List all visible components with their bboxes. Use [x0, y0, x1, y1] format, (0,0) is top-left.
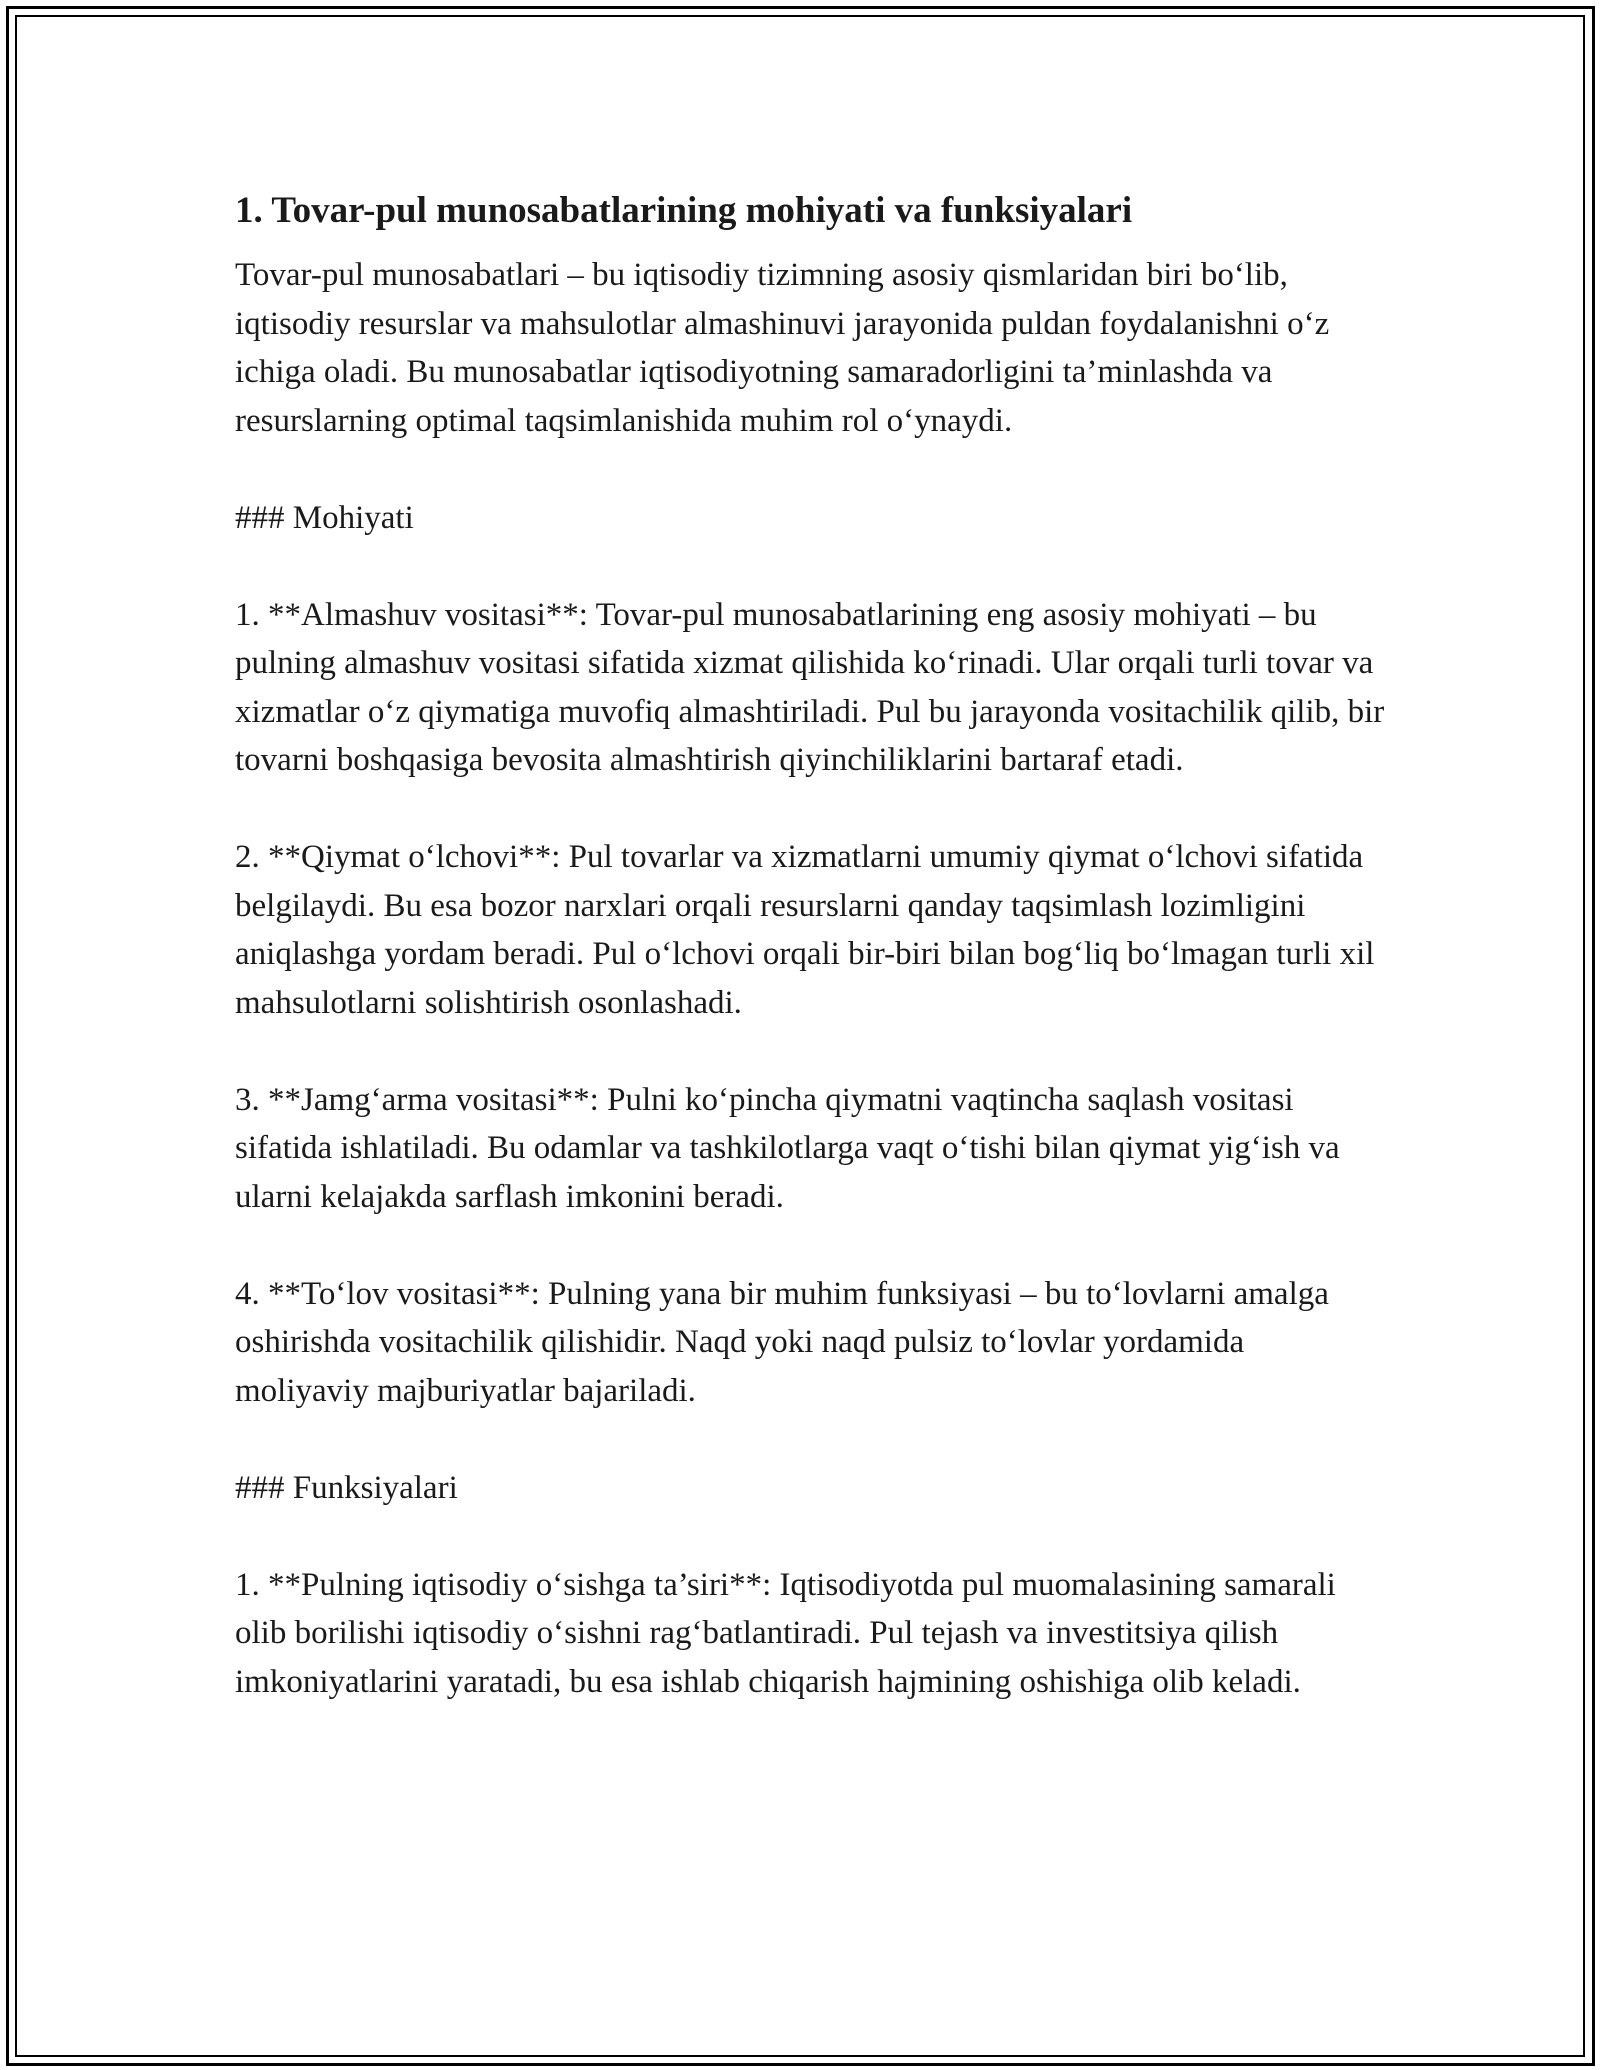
intro-paragraph: Tovar-pul munosabatlari – bu iqtisodiy tizimning asosiy qismlaridan biri bo‘lib, iqtisodiy resurslar va mahsulotlar almashinuvi jarayonida puldan foydalanishni o‘z ichiga oladi. Bu munosabatlar iqtisodiyotning samaradorligini ta’minlashda va resurslarning optimal taqsimlanishida muhim rol o‘ynaydi. [235, 257, 1330, 439]
document-body [235, 187, 1385, 1755]
section-heading-mohiyati: ### Mohiyati [235, 499, 414, 536]
list-item-almashuv: 1. **Almashuv vositasi**: Tovar-pul munosabatlarining eng asosiy mohiyati – bu pulning almashuv vositasi sifatida xizmat qilishida ko‘rinadi. Ular orqali turli tovar va xizmatlar o‘z qiymatiga muvofiq almashtiriladi. Pul bu jarayonda vositachilik qilib, bir tovarni boshqasiga bevosita almashtirish qiyinchiliklarini bartaraf etadi. [235, 596, 1385, 778]
section-heading-funksiyalari: ### Funksiyalari [235, 1469, 458, 1506]
list-item-tolov: 4. **To‘lov vositasi**: Pulning yana bir muhim funksiyasi – bu to‘lovlarni amalga oshirishda vositachilik qilishidir. Naqd yoki naqd pulsiz to‘lovlar yordamida moliyaviy majburiyatlar bajariladi. [235, 1275, 1329, 1409]
list-item-iqtisodiy-osish: 1. **Pulning iqtisodiy o‘sishga ta’siri**: Iqtisodiyotda pul muomalasining samarali olib borilishi iqtisodiy o‘sishni rag‘batlantiradi. Pul tejash va investitsiya qilish imkoniyatlarini yaratadi, bu esa ishlab chiqarish hajmining oshishiga olib keladi. [235, 1566, 1336, 1700]
document-title: 1. Tovar-pul munosabatlarining mohiyati va funksiyalari [235, 190, 1133, 231]
list-item-qiymat: 2. **Qiymat o‘lchovi**: Pul tovarlar va xizmatlarni umumiy qiymat o‘lchovi sifatida belgilaydi. Bu esa bozor narxlari orqali resurslarni qanday taqsimlash lozimligini aniqlashga yordam beradi. Pul o‘lchovi orqali bir-biri bilan bog‘liq bo‘lmagan turli xil mahsulotlarni solishtirish osonlashadi. [235, 839, 1375, 1021]
list-item-jamgarma: 3. **Jamg‘arma vositasi**: Pulni ko‘pincha qiymatni vaqtincha saqlash vositasi sifatida ishlatiladi. Bu odamlar va tashkilotlarga vaqt o‘tishi bilan qiymat yig‘ish va ularni kelajakda sarflash imkonini beradi. [235, 1081, 1340, 1215]
